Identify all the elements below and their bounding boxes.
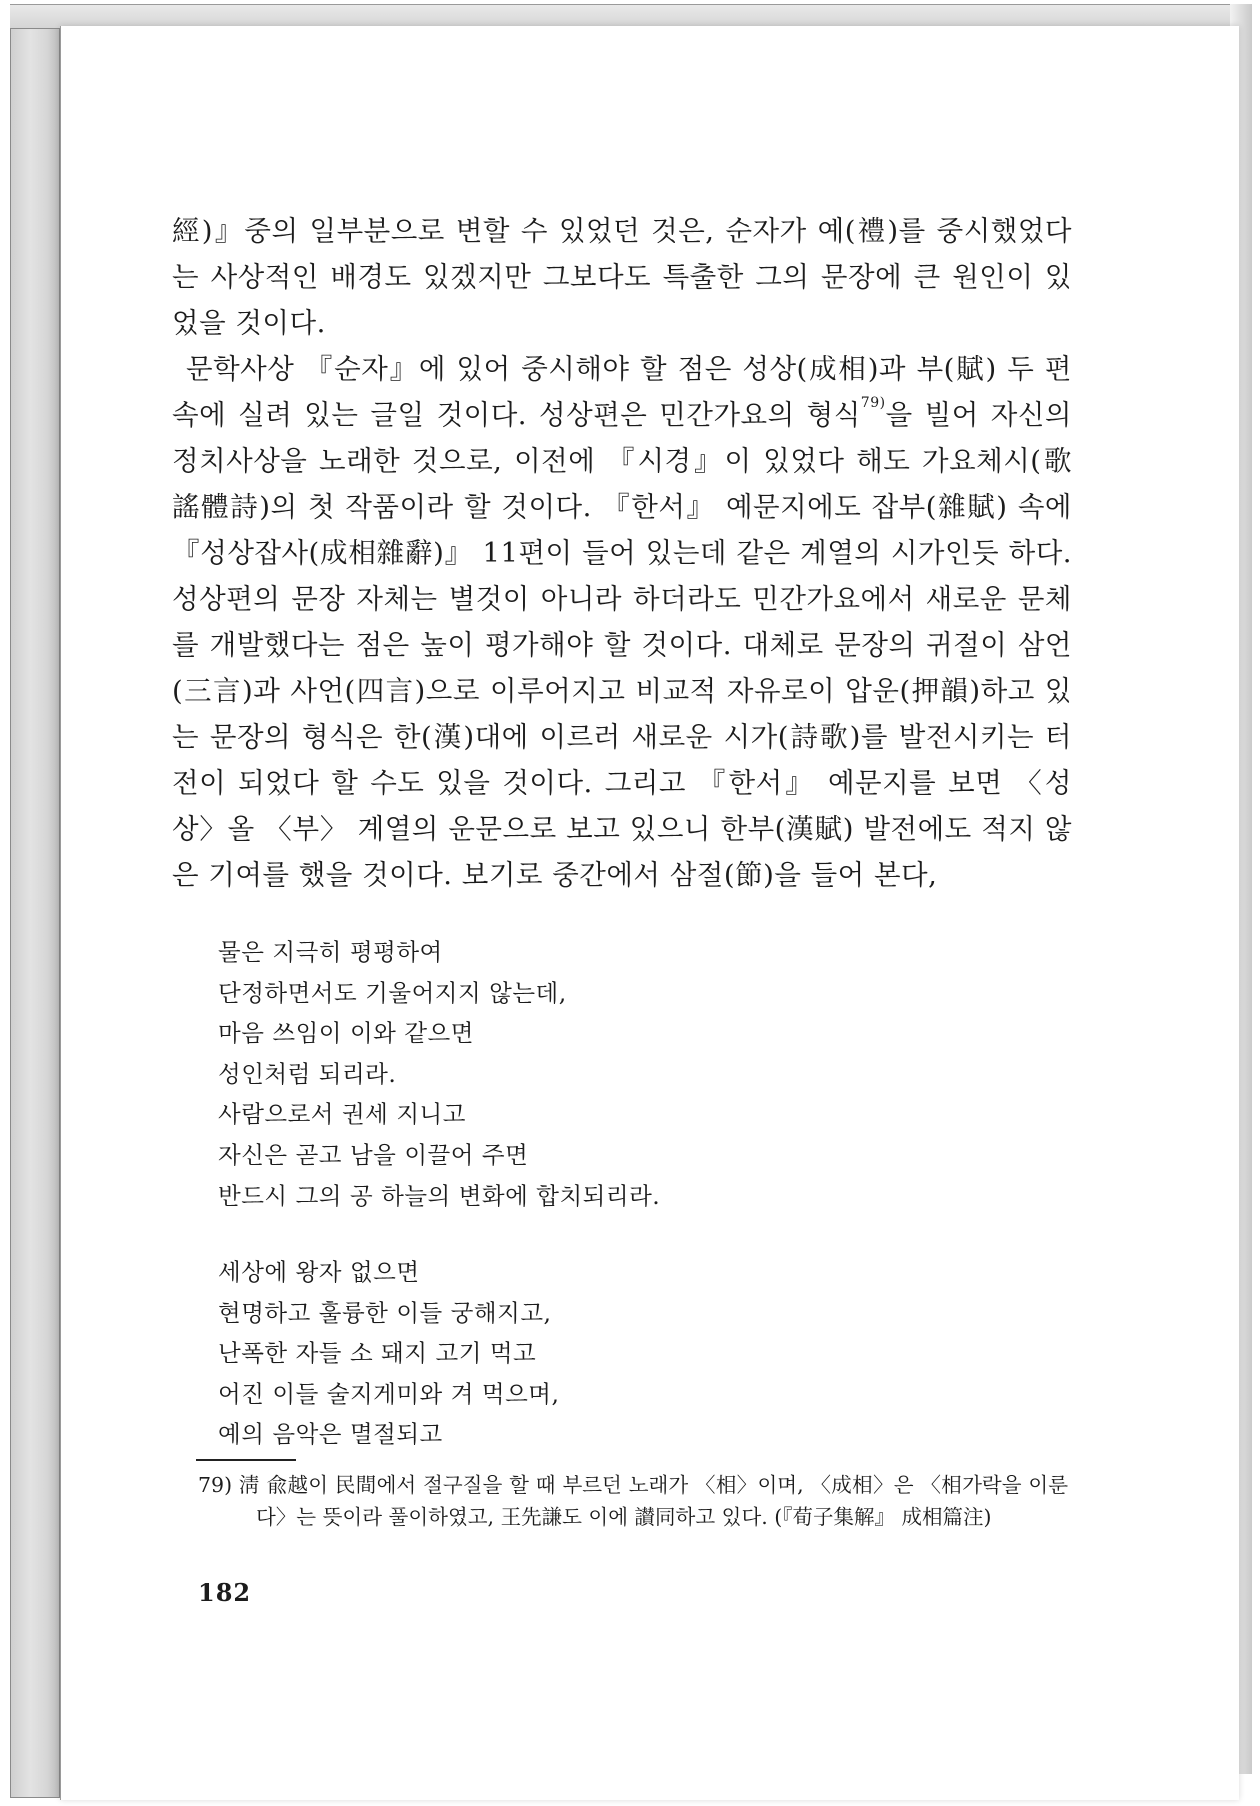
verse-line: 반드시 그의 공 하늘의 변화에 합치되리라. — [218, 1181, 661, 1210]
paragraph-2 — [172, 346, 1072, 898]
body-text — [172, 208, 1072, 898]
page-number: 182 — [198, 1578, 252, 1607]
paragraph-2-rest: 을 빌어 자신의 정치사상을 노래한 것으로, 이전에 『시경』이 있었다 해도 가요체시(歌謠體詩)의 첫 작품이라 할 것이다. 『한서』 예문지에도 잡부(雜賦) 속에 『성상잡사(成相雜辭)』 11편이 들어 있는데 같은 계열의 시가인듯 하다. 성상편의 문장 자체는 별것이 아니라 하더라도 민간가요에서 새로운 문체를 개발했다는 점은 높이 평가해야 할 것이다. 대체로 문장의 귀절이 삼언(三言)과 사언(四言)으로 이루어지고 비교적 자유로이 압운(押韻)하고 있는 문장의 형식은 한(漢)대에 이르러 새로운 시가(詩歌)를 발전시키는 터전이 되었다 할 수도 있을 것이다. 그리고 『한서』 예문지를 보면 〈성상〉올 〈부〉 계열의 운문으로 보고 있으니 한부(漢賦) 발전에도 적지 않은 기여를 했을 것이다. 보기로 중간에서 삼절(節)을 들어 본다, — [172, 399, 1072, 891]
verse-line: 현명하고 훌륭한 이들 궁해지고, — [218, 1298, 552, 1327]
book-page-edges — [10, 28, 60, 1798]
paragraph-1: 經)』중의 일부분으로 변할 수 있었던 것은, 순자가 예(禮)를 중시했었다는 사상적인 배경도 있겠지만 그보다도 특출한 그의 문장에 큰 원인이 있었을 것이다. — [172, 215, 1072, 339]
verse-line: 자신은 곧고 남을 이끌어 주면 — [218, 1140, 529, 1169]
verse-line: 어진 이들 술지게미와 겨 먹으며, — [218, 1379, 560, 1408]
footnote-text: 79) 淸 兪越이 民間에서 절구질을 할 때 부르던 노래가 〈相〉이며, 〈成相〉은 〈相가락을 이룬다〉는 뜻이라 풀이하였고, 王先謙도 이에 讃同하고 있다. (『荀子集解』 成相篇注) — [198, 1473, 1068, 1529]
verse-line: 사람으로서 권세 지니고 — [218, 1100, 466, 1129]
verse-line: 성인처럼 되리라. — [218, 1059, 397, 1088]
verse-stanza-2 — [218, 1252, 1018, 1455]
verse-line: 물은 지극히 평평하여 — [218, 938, 443, 966]
verse-line: 난폭한 자들 소 돼지 고기 먹고 — [218, 1339, 537, 1368]
footnote-reference: 79) — [860, 395, 886, 411]
verse-line: 세상에 왕자 없으면 — [218, 1258, 420, 1286]
verse-line: 단정하면서도 기울어지지 않는데, — [218, 978, 567, 1007]
footnote-divider — [196, 1459, 296, 1461]
verse-stanza-1 — [218, 932, 1018, 1216]
verse-line: 예의 음악은 멸절되고 — [218, 1420, 443, 1449]
footnote — [198, 1470, 1068, 1533]
paragraph-2-start: 문학사상 『순자』에 있어 중시해야 할 점은 성상(成相)과 부(賦) 두 편 속에 실려 있는 글일 것이다. 성상편은 민간가요의 형식 — [172, 353, 1072, 431]
verse-line: 마음 쓰임이 이와 같으면 — [218, 1019, 474, 1048]
